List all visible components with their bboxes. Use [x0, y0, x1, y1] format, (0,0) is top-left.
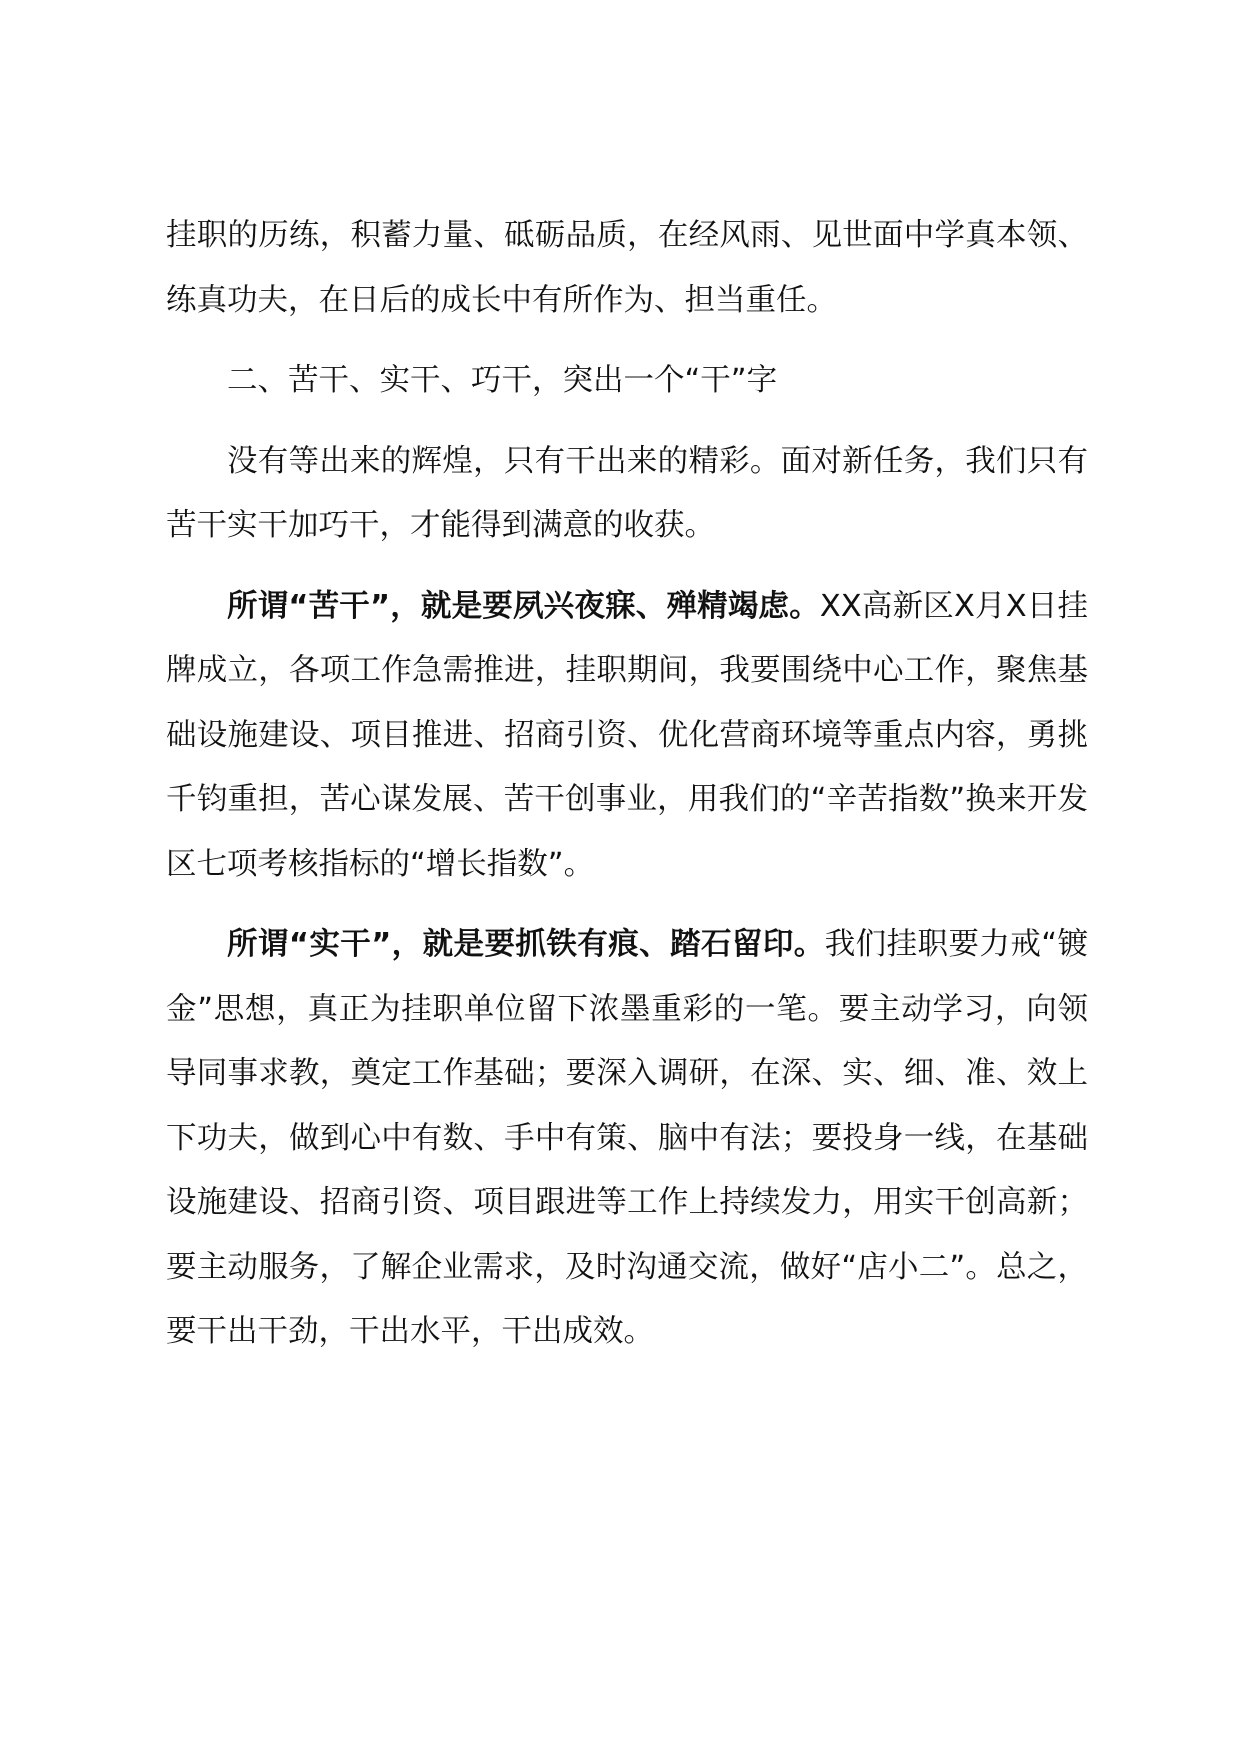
paragraph-continuation: 挂职的历练，积蓄力量、砥砺品质，在经风雨、见世面中学真本领、练真功夫，在日后的成长中有所作为、担当重任。: [166, 218, 1088, 318]
paragraph-shigan-body: 我们挂职要力戒“镀金”思想，真正为挂职单位留下浓墨重彩的一笔。要主动学习，向领导同事求教，奠定工作基础；要深入调研，在深、实、细、准、效上下功夫，做到心中有数、手中有策、脑中有法；要投身一线，在基础设施建设、招商引资、项目跟进等工作上持续发力，用实干创高新；要主动服务，了解企业需求，及时沟通交流，做好“店小二”。总之，要干出干劲，干出水平，干出成效。: [166, 927, 1088, 1349]
paragraph-shigan: [166, 913, 1088, 1365]
paragraph-kugan-lead: 所谓“苦干”，就是要夙兴夜寐、殚精竭虑。: [227, 588, 820, 624]
paragraph-intro: 没有等出来的辉煌，只有干出来的精彩。面对新任务，我们只有苦干实干加巧干，才能得到满意的收获。: [166, 443, 1088, 543]
paragraph-kugan: [166, 575, 1088, 898]
section-heading: 二、苦干、实干、巧干，突出一个“干”字: [227, 363, 778, 398]
paragraph-kugan-body: XX高新区X月X日挂牌成立，各项工作急需推进，挂职期间，我要围绕中心工作，聚焦基础设施建设、项目推进、招商引资、优化营商环境等重点内容，勇挑千钧重担，苦心谋发展、苦干创事业，用我们的“辛苦指数”换来开发区七项考核指标的“增长指数”。: [166, 588, 1089, 882]
document-body: [166, 204, 1088, 1365]
paragraph-shigan-lead: 所谓“实干”，就是要抓铁有痕、踏石留印。: [227, 927, 825, 962]
